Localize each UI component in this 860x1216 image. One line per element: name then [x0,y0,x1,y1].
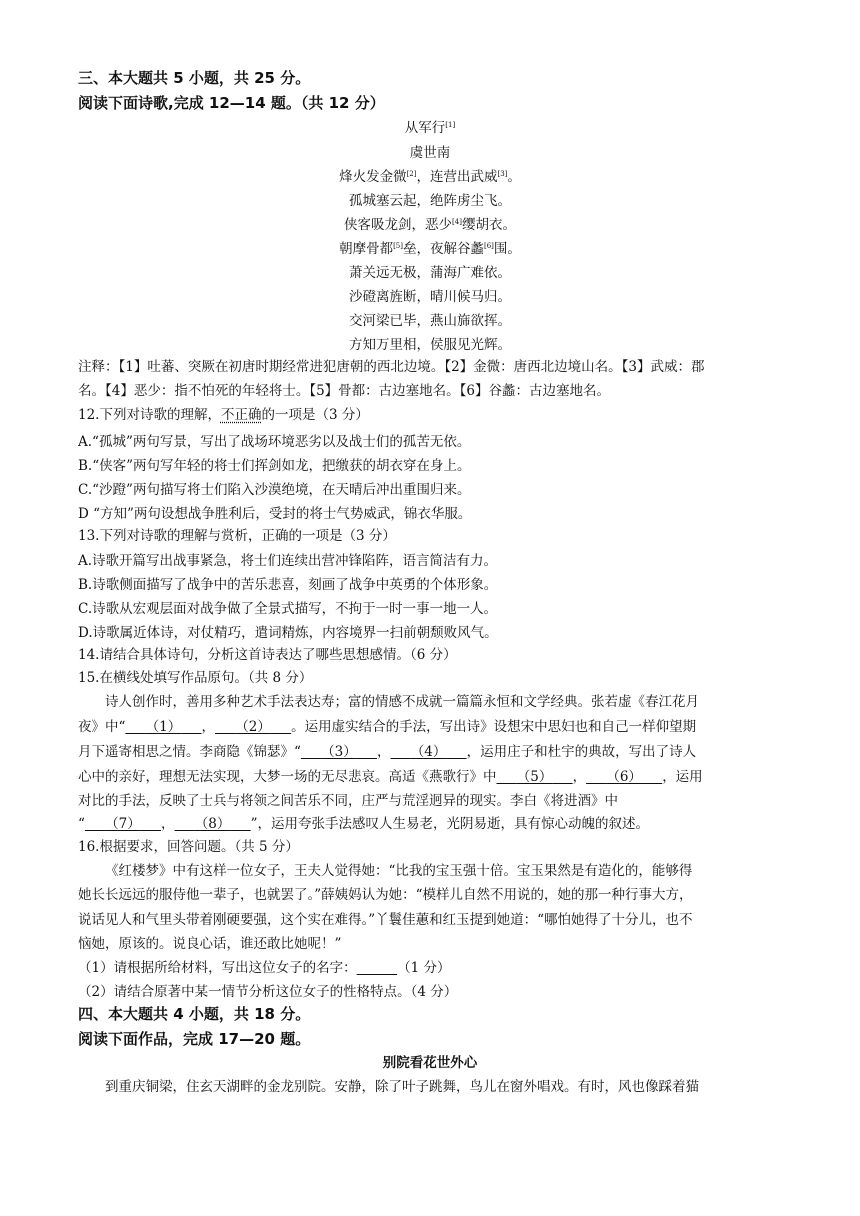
blank-3: （3） [321,744,357,760]
blank-2: （2） [235,719,271,735]
essay-paragraph-line: 到重庆铜梁，住玄天湖畔的金龙别院。安静，除了叶子跳舞，鸟儿在窗外唱戏。有时，风也像踩着猫 [105,1079,699,1095]
poem-line: 孤城塞云起，绝阵虏尘飞。 [349,193,511,209]
option-a: A.“孤城”两句写景，写出了战场环境恶劣以及战士们的孤苦无依。 [78,434,471,450]
notes-line: 注释：【1】吐蕃、突厥在初唐时期经常进犯唐朝的西北边境。【2】金微：唐西北边境山名。【3】武威：郡 [78,359,705,375]
option-b: B.诗歌侧面描写了战争中的苦乐悲喜，刻画了战争中英勇的个体形象。 [78,577,498,593]
q16-subquestion-1: （1）请根据所给材料，写出这位女子的名字： （1 分） [78,960,451,976]
q16-material-line: 恼她，原该的。说良心话，谁还敢比她呢！” [78,936,342,952]
blank-7: （7） [105,816,141,832]
blank-1: （1） [145,719,182,735]
q15-paragraph-line: 夜》中“ （1） ， （2） 。运用虚实结合的手法，写出诗》设想宋中思妇也和自己一样仰望期 [78,719,697,735]
q16-material-line: 说话见人和气里头带着刚硬要强，这个实在难得。”丫鬟佳蕙和红玉提到她道：“哪怕她得了十分儿，也不 [78,912,693,928]
q16-subquestion-2: （2）请结合原著中某一情节分析这位女子的性格特点。（4 分） [78,984,458,1000]
q15-paragraph-line: 心中的亲好，理想无法实现，大梦一场的无尽悲哀。高适《燕歌行》中 （5） ， （6） ，运用 [78,769,703,785]
section3-heading: 三、本大题共 5 小题，共 25 分。 [78,69,311,87]
q16-material-line: 《红楼梦》中有这样一位女子，王夫人觉得她：“比我的宝玉强十倍。宝玉果然是有造化的，能够得 [105,863,693,879]
section4-intro: 阅读下面作品，完成 17—20 题。 [78,1030,311,1048]
question-16-stem: 16.根据要求，回答问题。（共 5 分） [78,839,299,855]
blank-4: （4） [410,744,447,760]
blank-6: （6） [606,769,642,785]
q15-paragraph-line: 对比的手法，反映了士兵与将领之间苦乐不同，庄严与荒淫迥异的现实。李白《将进酒》中 [78,793,618,809]
answer-blank [357,960,398,976]
section4-heading: 四、本大题共 4 小题，共 18 分。 [78,1005,311,1023]
question-15-stem: 15.在横线处填写作品原句。（共 8 分） [78,670,313,686]
poem-line: 交河梁已毕，燕山旆欲挥。 [349,313,511,329]
emphasis-mark: 不正确 [220,407,262,423]
option-d: D.诗歌属近体诗，对仗精巧，遣词精炼，内容境界一扫前朝颓败风气。 [78,625,498,641]
q16-material-line: 她长长远远的服侍他一辈子，也就罢了。”薛姨妈认为她：“模样儿自然不用说的，她的那一种行事大方， [78,887,693,903]
q15-paragraph-line: 诗人创作时，善用多种艺术手法表达寿；富的情感不成就一篇篇永恒和文学经典。张若虚《春江花月 [105,694,699,710]
option-a: A.诗歌开篇写出战事紧急，将士们连续出营冲锋陷阵，语言简洁有力。 [78,553,498,569]
poem-title: 从军行[1] [404,120,456,136]
blank-8: （8） [194,816,231,832]
option-d: D “方知”两句设想战争胜利后，受封的将士气势威武，锦衣华服。 [78,506,472,522]
notes-line: 名。【4】恶少：指不怕死的年轻将士。【5】骨都：古边塞地名。【6】谷蠡：古边塞地名。 [78,383,611,399]
question-13-stem: 13.下列对诗歌的理解与赏析，正确的一项是（3 分） [78,528,396,544]
question-14-stem: 14.请结合具体诗句，分析这首诗表达了哪些思想感情。（6 分） [78,647,457,663]
q15-paragraph-line: 月下遥寄相思之情。李商隐《锦瑟》“ （3） ， （4） ，运用庄子和杜宇的典故，写出了诗人 [78,744,697,760]
poem-line: 方知万里相，侯服见光辉。 [349,337,511,353]
option-c: C.“沙蹬”两句描写将士们陷入沙漠绝境，在天晴后冲出重围归来。 [78,482,471,498]
poem-line: 萧关远无极，蒲海广难依。 [349,265,511,281]
section3-intro: 阅读下面诗歌,完成 12—14 题。（共 12 分） [78,94,385,112]
blank-5: （5） [516,769,553,785]
option-c: C.诗歌从宏观层面对战争做了全景式描写，不拘于一时一事一地一人。 [78,601,498,617]
poem-line: 侠客吸龙剑，恶少[4]缨胡衣。 [344,217,516,233]
q15-paragraph-line: “ （7） ， （8） ”，运用夸张手法感叹人生易老，光阴易逝，具有惊心动魄的叙述。 [78,816,649,832]
poem-line: 朝摩骨都[5]垒，夜解谷蠡[6]围。 [339,241,521,257]
poem-author: 虞世南 [409,145,451,161]
option-b: B.“侠客”两句写年轻的将士们挥剑如龙，把缴获的胡衣穿在身上。 [78,458,471,474]
essay-title: 别院看花世外心 [382,1055,478,1071]
poem-line: 沙磴离旌断，晴川候马归。 [349,289,511,305]
question-12-stem: 12.下列对诗歌的理解，不正确的一项是（3 分） [78,407,369,423]
poem-line: 烽火发金微[2]，连营出武威[3]。 [339,169,521,185]
